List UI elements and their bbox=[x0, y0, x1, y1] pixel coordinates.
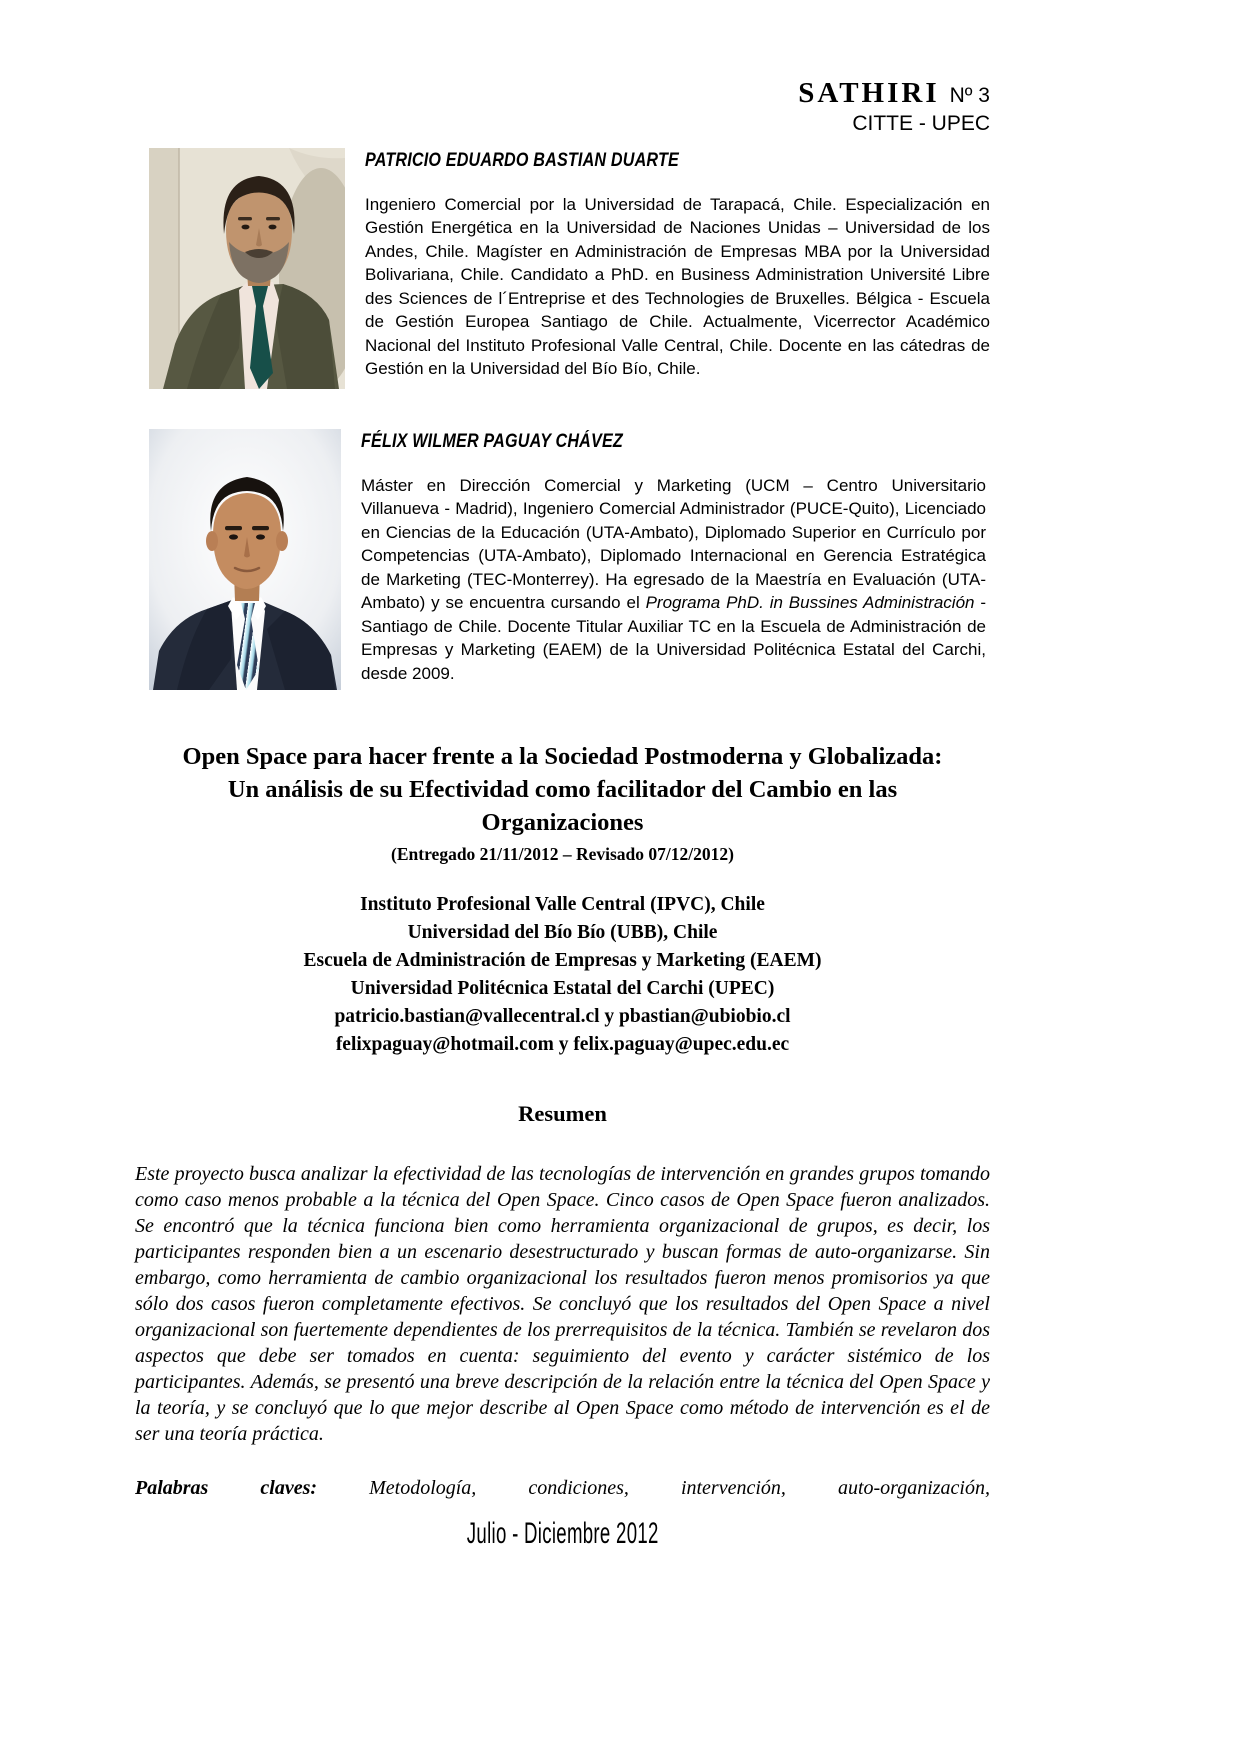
author-photo-1 bbox=[149, 148, 345, 389]
affiliations-block bbox=[135, 891, 990, 1059]
article-title bbox=[135, 740, 990, 839]
bio2-italic-text: Programa PhD. in Bussines Administración bbox=[645, 593, 975, 613]
article-title-line3: Organizaciones bbox=[481, 808, 644, 836]
keywords-line bbox=[135, 1475, 990, 1501]
article-dates: (Entregado 21/11/2012 – Revisado 07/12/2012) bbox=[391, 843, 734, 864]
author-block-2 bbox=[135, 429, 990, 690]
issue-number: Nº 3 bbox=[949, 84, 990, 107]
journal-org: CITTE - UPEC bbox=[852, 111, 990, 135]
bio2-text: Máster en Dirección Comercial y Marketing (UCM – Centro Universitario Villanueva - Madrid), Ingeniero Comercial Administrador (PUCE-Quito), Licenciado en Ciencias de la Educación (UTA-Ambato), Diplomado Superior en Currículo por Competencias (UTA-Ambato), Diplomado Internacional en Gerencia Estratégica de Marketing (TEC-Monterrey). Ha egresado de la Maestría en Evaluación (UTA-Ambato) y se encuentra cursando el bbox=[361, 475, 986, 613]
abstract-body: Este proyecto busca analizar la efectividad de las tecnologías de intervención en grandes grupos tomando como caso menos probable a la técnica del Open Space. Cinco casos de Open Space fueron analizados. Se encontró que la técnica funciona bien como herramienta organizacional de grupos, es decir, los participantes responden bien a un escenario desestructurado y buscan formas de auto-organizarse. Sin embargo, como herramienta de cambio organizacional los resultados fueron menos promisorios ya que sólo dos casos fueron completamente efectivos. Se concluyó que los resultados del Open Space a nivel organizacional son fuertemente dependientes de los prerrequisitos de la técnica. También se revelaron dos aspectos que debe ser tomados en cuenta: seguimiento del evento y carácter sistémico de los participantes. Además, se presentó una breve descripción de la relación entre la técnica del Open Space y la teoría, y se concluyó que lo que mejor describe al Open Space como método de intervención es el de ser una teoría práctica. bbox=[135, 1162, 990, 1445]
author-emails-2: felixpaguay@hotmail.com y felix.paguay@upec.edu.ec bbox=[335, 1033, 790, 1055]
author-info-2 bbox=[361, 429, 986, 690]
author-block-1 bbox=[135, 148, 990, 389]
bio2-text-end: - Santiago de Chile. Docente Titular Auxiliar TC en la Escuela de Administración de Empresas y Marketing (EAEM) de la Universidad Politécnica Estatal del Carchi, desde 2009. bbox=[361, 593, 986, 683]
affiliation-line-2: Universidad del Bío Bío (UBB), Chile bbox=[407, 921, 718, 943]
author-name-1: PATRICIO EDUARDO BASTIAN DUARTE bbox=[365, 149, 679, 171]
keywords-body: Metodología, condiciones, intervención, auto-organización, bbox=[369, 1476, 990, 1499]
abstract-heading: Resumen bbox=[518, 1100, 607, 1126]
author-bio-2 bbox=[361, 474, 986, 686]
author-info-1 bbox=[365, 148, 990, 389]
article-title-line1: Open Space para hacer frente a la Sociedad Postmoderna y Globalizada: bbox=[182, 742, 943, 770]
journal-name: SATHIRI bbox=[798, 77, 940, 109]
affiliation-line-4: Universidad Politécnica Estatal del Carchi (UPEC) bbox=[350, 977, 775, 999]
author-name-2: FÉLIX WILMER PAGUAY CHÁVEZ bbox=[361, 430, 623, 452]
portrait-image-2 bbox=[149, 429, 341, 690]
keywords-label: Palabras claves: bbox=[135, 1476, 318, 1499]
footer-issue-period: Julio - Diciembre 2012 bbox=[466, 1516, 659, 1550]
page-content bbox=[135, 0, 990, 1551]
page-footer bbox=[135, 1517, 990, 1551]
page-header bbox=[135, 76, 990, 136]
author-bio-1: Ingeniero Comercial por la Universidad de Tarapacá, Chile. Especialización en Gestión Energética en la Universidad de Naciones Unidas – Universidad de los Andes, Chile. Magíster en Administración de Empresas MBA por la Universidad Bolivariana, Chile. Candidato a PhD. en Business Administration Université Libre des Sciences de l´Entreprise et des Technologies de Bruxelles. Bélgica - Escuela de Gestión Europea Santiago de Chile. Actualmente, Vicerrector Académico Nacional del Instituto Profesional Valle Central, Chile. Docente en las cátedras de Gestión en la Universidad del Bío Bío, Chile. bbox=[365, 194, 990, 379]
journal-title-line bbox=[135, 76, 990, 111]
author-photo-2 bbox=[149, 429, 341, 690]
article-title-line2: Un análisis de su Efectividad como facilitador del Cambio en las bbox=[227, 775, 898, 803]
article-title-block bbox=[135, 740, 990, 865]
affiliation-line-3: Escuela de Administración de Empresas y Marketing (EAEM) bbox=[303, 949, 822, 971]
portrait-image-1 bbox=[149, 148, 345, 389]
author-emails-1: patricio.bastian@vallecentral.cl y pbastian@ubiobio.cl bbox=[334, 1005, 791, 1027]
affiliation-line-1: Instituto Profesional Valle Central (IPVC), Chile bbox=[360, 893, 765, 915]
